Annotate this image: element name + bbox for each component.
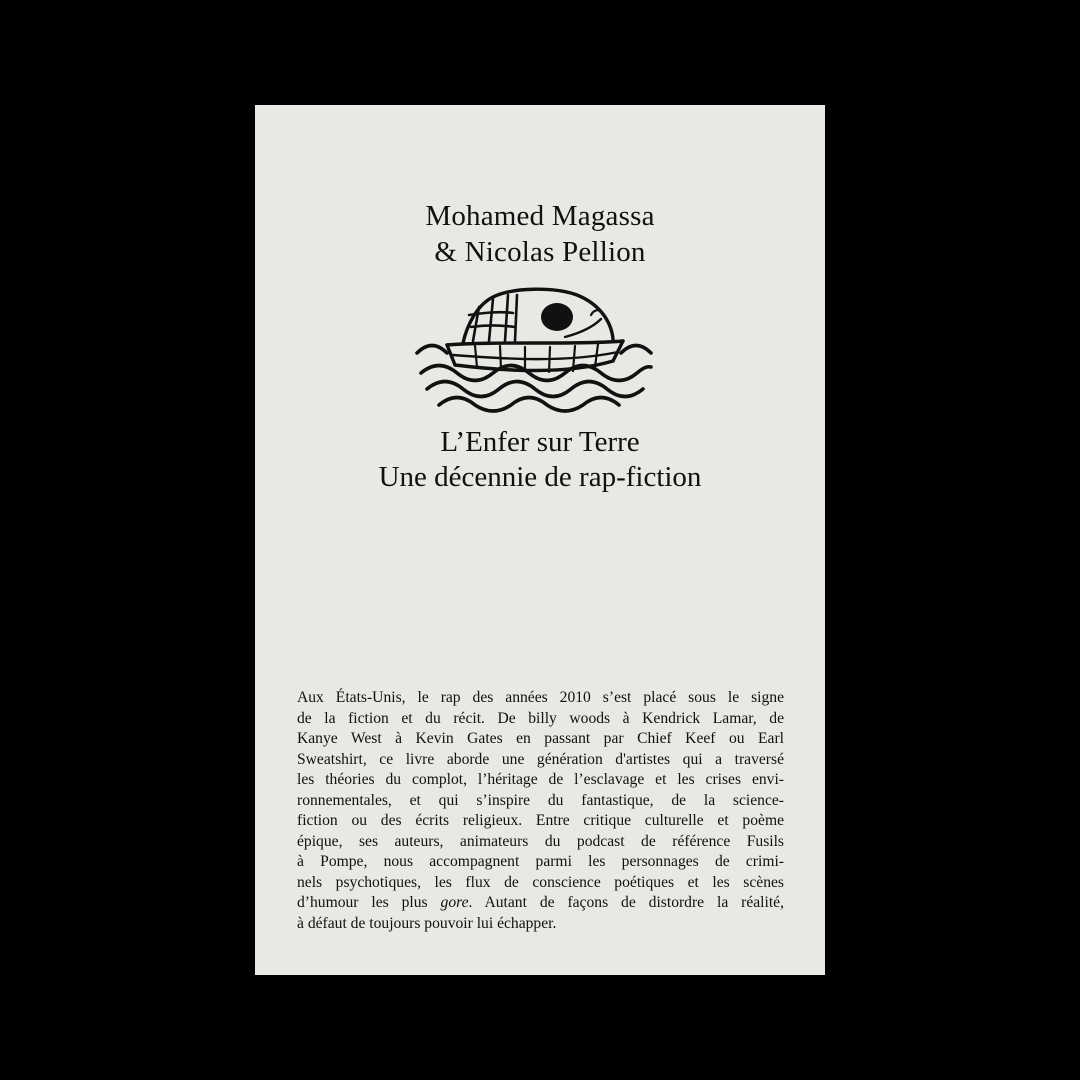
title-line-1: L’Enfer sur Terre [440, 426, 640, 458]
blurb-line: épique, ses auteurs, animateurs du podcast de référence Fusils [297, 832, 784, 850]
back-cover-blurb [297, 688, 784, 934]
author-1: Mohamed Magassa [425, 200, 655, 232]
blurb-line [297, 893, 784, 914]
blurb-line: de la fiction et du récit. De billy woods à Kendrick Lamar, de [297, 709, 784, 727]
book-title [255, 425, 825, 495]
skull-boat-on-waves-icon [415, 283, 655, 413]
blurb-line: Aux États-Unis, le rap des années 2010 s’est placé sous le signe [297, 689, 784, 706]
book-authors [255, 198, 825, 270]
subtitle: Une décennie de rap-fiction [378, 461, 702, 493]
blurb-line: fiction ou des écrits religieux. Entre critique culturelle et poème [297, 812, 784, 829]
blurb-text: . Autant de façons de distordre la réalité, [468, 894, 784, 911]
blurb-line: les théories du complot, l’héritage de l’esclavage et les crises envi- [297, 771, 784, 788]
blurb-text: d’humour les plus [297, 894, 441, 911]
blurb-line: nels psychotiques, les flux de conscience poétiques et les scènes [297, 873, 784, 891]
blurb-line: à défaut de toujours pouvoir lui échapper. [297, 914, 557, 932]
blurb-line: Sweatshirt, ce livre aborde une génération d'artistes qui a traversé [297, 750, 784, 768]
blurb-emphasis: gore [440, 894, 469, 911]
book-cover [255, 105, 825, 975]
blurb-line: à Pompe, nous accompagnent parmi les personnages de crimi- [297, 853, 784, 870]
blurb-line: ronnementales, et qui s’inspire du fantastique, de la science- [297, 791, 784, 809]
author-2: & Nicolas Pellion [434, 236, 646, 268]
blurb-line: Kanye West à Kevin Gates en passant par Chief Keef ou Earl [297, 730, 784, 747]
